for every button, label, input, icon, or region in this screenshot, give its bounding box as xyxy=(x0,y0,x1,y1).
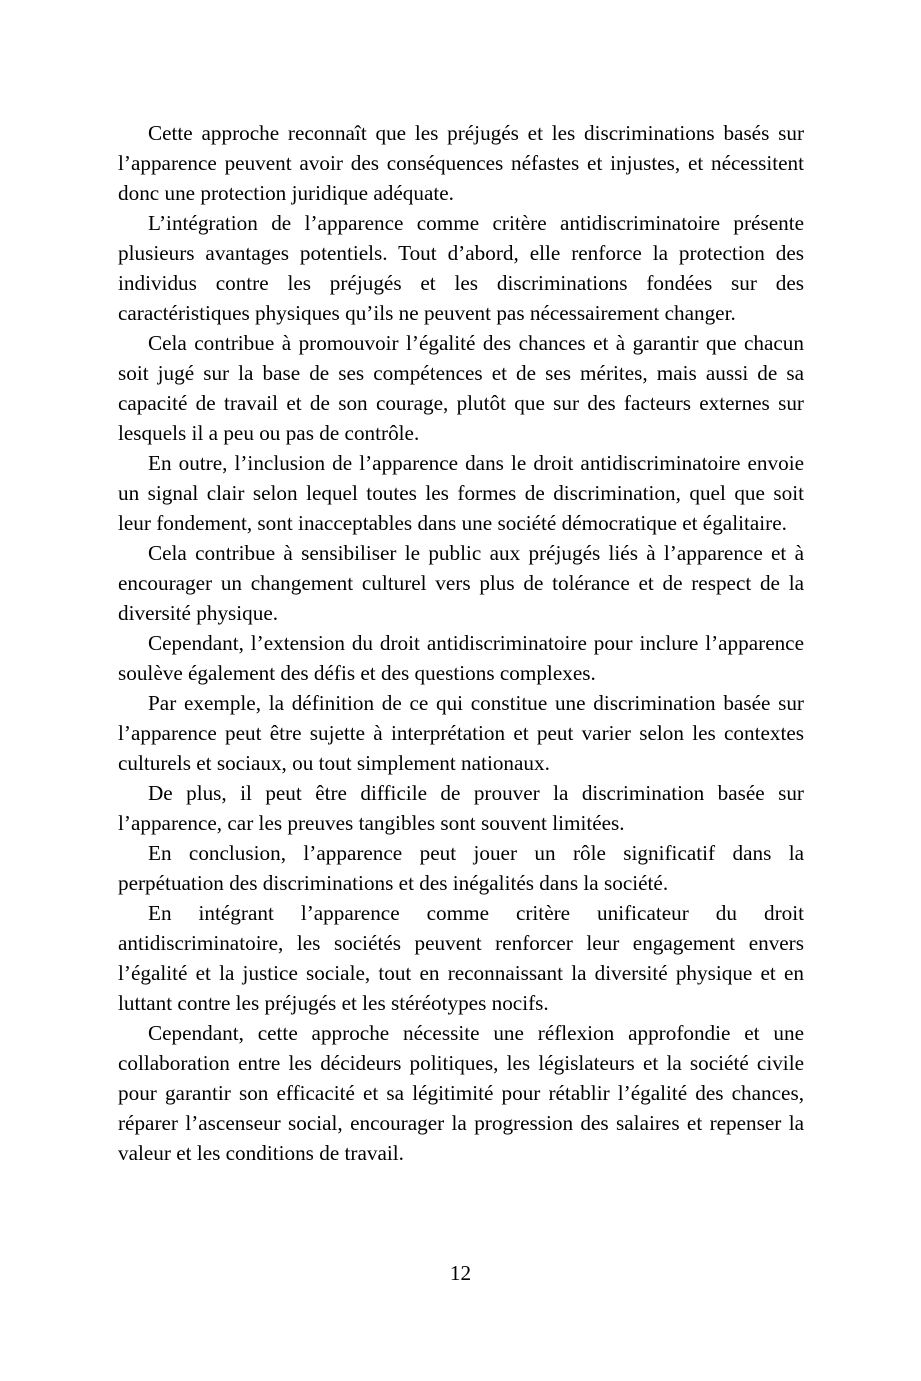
page-number: 12 xyxy=(449,1261,472,1285)
paragraph: De plus, il peut être difficile de prouver la discrimination basée sur l’apparence, car les preuves tangibles sont souvent limitées. xyxy=(118,781,804,835)
paragraph: En conclusion, l’apparence peut jouer un rôle significatif dans la perpétuation des discriminations et des inégalités dans la société. xyxy=(118,841,804,895)
paragraph: Par exemple, la définition de ce qui constitue une discrimination basée sur l’apparence peut être sujette à interprétation et peut varier selon les contextes culturels et sociaux, ou tout simplement nationaux. xyxy=(118,691,804,775)
paragraph: En outre, l’inclusion de l’apparence dans le droit antidiscriminatoire envoie un signal clair selon lequel toutes les formes de discrimination, quel que soit leur fondement, sont inacceptables dans une société démocratique et égalitaire. xyxy=(118,451,804,535)
paragraph: Cependant, cette approche nécessite une réflexion approfondie et une collaboration entre les décideurs politiques, les législateurs et la société civile pour garantir son efficacité et sa légitimité pour rétablir l’égalité des chances, réparer l’ascenseur social, encourager la progression des salaires et repenser la valeur et les conditions de travail. xyxy=(118,1021,804,1165)
paragraph: Cela contribue à promouvoir l’égalité des chances et à garantir que chacun soit jugé sur la base de ses compétences et de ses mérites, mais aussi de sa capacité de travail et de son courage, plutôt que sur des facteurs externes sur lesquels il a peu ou pas de contrôle. xyxy=(118,331,804,445)
paragraph: Cela contribue à sensibiliser le public aux préjugés liés à l’apparence et à encourager un changement culturel vers plus de tolérance et de respect de la diversité physique. xyxy=(118,541,804,625)
page-body xyxy=(118,118,804,1168)
paragraph: Cette approche reconnaît que les préjugés et les discriminations basés sur l’apparence peuvent avoir des conséquences néfastes et injustes, et nécessitent donc une protection juridique adéquate. xyxy=(118,121,804,205)
paragraph: Cependant, l’extension du droit antidiscriminatoire pour inclure l’apparence soulève également des défis et des questions complexes. xyxy=(118,631,804,685)
paragraph: L’intégration de l’apparence comme critère antidiscriminatoire présente plusieurs avantages potentiels. Tout d’abord, elle renforce la protection des individus contre les préjugés et les discriminations fondées sur des caractéristiques physiques qu’ils ne peuvent pas nécessairement changer. xyxy=(118,211,804,325)
paragraph: En intégrant l’apparence comme critère unificateur du droit antidiscriminatoire, les sociétés peuvent renforcer leur engagement envers l’égalité et la justice sociale, tout en reconnaissant la diversité physique et en luttant contre les préjugés et les stéréotypes nocifs. xyxy=(118,901,804,1015)
